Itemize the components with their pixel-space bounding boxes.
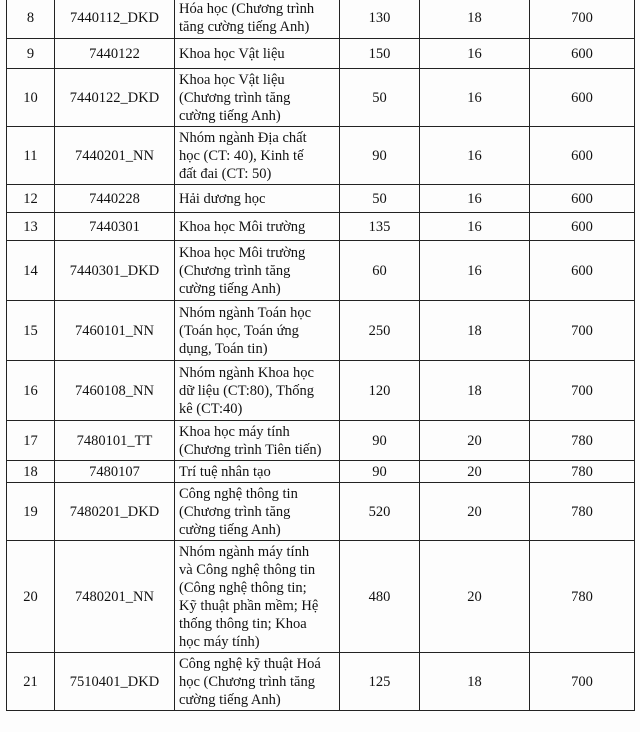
program-name xyxy=(175,361,340,421)
row-number: 13 xyxy=(7,213,55,241)
program-code: 7440201_NN xyxy=(55,127,175,185)
program-name-line: Nhóm ngành máy tính xyxy=(179,543,310,560)
table-row xyxy=(7,421,635,461)
row-number: 20 xyxy=(7,541,55,653)
table-row xyxy=(7,541,635,653)
program-code: 7510401_DKD xyxy=(55,653,175,711)
program-name-line: Hải dương học xyxy=(179,190,266,207)
fee-value: 600 xyxy=(530,185,635,213)
program-name-line: (Chương trình tăng xyxy=(179,262,291,279)
score-value: 16 xyxy=(420,241,530,301)
score-value: 20 xyxy=(420,421,530,461)
program-code: 7480107 xyxy=(55,461,175,483)
program-name xyxy=(175,69,340,127)
table-row xyxy=(7,653,635,711)
score-value: 18 xyxy=(420,301,530,361)
fee-value: 700 xyxy=(530,301,635,361)
program-name xyxy=(175,421,340,461)
program-name-line: cường tiếng Anh) xyxy=(179,691,281,708)
program-name-line: cường tiếng Anh) xyxy=(179,280,281,297)
program-name-line: Hóa học (Chương trình xyxy=(179,0,315,17)
program-name xyxy=(175,483,340,541)
row-number: 15 xyxy=(7,301,55,361)
table-row xyxy=(7,69,635,127)
program-name-line: (Chương trình Tiên tiến) xyxy=(179,441,322,458)
score-value: 18 xyxy=(420,0,530,39)
program-code: 7460101_NN xyxy=(55,301,175,361)
program-name-line: học (CT: 40), Kinh tế xyxy=(179,147,304,164)
program-name-line: Khoa học máy tính xyxy=(179,423,290,440)
program-code: 7480201_DKD xyxy=(55,483,175,541)
program-name-line: dụng, Toán tin) xyxy=(179,340,268,357)
table-row xyxy=(7,361,635,421)
program-name xyxy=(175,653,340,711)
program-name-line: kê (CT:40) xyxy=(179,400,243,417)
program-name xyxy=(175,0,340,39)
program-name-line: thống thông tin; Khoa xyxy=(179,615,307,632)
program-name-line: Khoa học Môi trường xyxy=(179,218,306,235)
table-row xyxy=(7,301,635,361)
row-number: 19 xyxy=(7,483,55,541)
fee-value: 780 xyxy=(530,541,635,653)
fee-value: 780 xyxy=(530,461,635,483)
program-name-line: đất đai (CT: 50) xyxy=(179,165,272,182)
score-value: 16 xyxy=(420,213,530,241)
quota-value: 150 xyxy=(340,39,420,69)
score-value: 20 xyxy=(420,461,530,483)
program-name-line: Khoa học Vật liệu xyxy=(179,45,285,62)
fee-value: 600 xyxy=(530,213,635,241)
quota-value: 50 xyxy=(340,69,420,127)
program-code: 7440228 xyxy=(55,185,175,213)
program-name-line: Công nghệ thông tin xyxy=(179,485,298,502)
table-row xyxy=(7,39,635,69)
program-code: 7440122_DKD xyxy=(55,69,175,127)
quota-value: 480 xyxy=(340,541,420,653)
table-row xyxy=(7,213,635,241)
quota-value: 90 xyxy=(340,127,420,185)
quota-value: 50 xyxy=(340,185,420,213)
program-name-line: Nhóm ngành Địa chất xyxy=(179,129,307,146)
score-value: 16 xyxy=(420,127,530,185)
score-value: 20 xyxy=(420,483,530,541)
fee-value: 600 xyxy=(530,127,635,185)
program-code: 7440122 xyxy=(55,39,175,69)
program-name xyxy=(175,541,340,653)
fee-value: 700 xyxy=(530,653,635,711)
program-name-line: Trí tuệ nhân tạo xyxy=(179,463,271,480)
program-name-line: Nhóm ngành Toán học xyxy=(179,304,312,321)
fee-value: 780 xyxy=(530,421,635,461)
program-name xyxy=(175,185,340,213)
quota-value: 130 xyxy=(340,0,420,39)
program-code: 7440301 xyxy=(55,213,175,241)
program-name-line: cường tiếng Anh) xyxy=(179,107,281,124)
quota-value: 90 xyxy=(340,421,420,461)
program-name xyxy=(175,127,340,185)
program-code: 7440301_DKD xyxy=(55,241,175,301)
fee-value: 700 xyxy=(530,361,635,421)
quota-value: 125 xyxy=(340,653,420,711)
fee-value: 600 xyxy=(530,39,635,69)
admissions-table xyxy=(6,0,635,711)
program-name xyxy=(175,213,340,241)
fee-value: 780 xyxy=(530,483,635,541)
score-value: 16 xyxy=(420,69,530,127)
score-value: 16 xyxy=(420,39,530,69)
table-row xyxy=(7,0,635,39)
row-number: 11 xyxy=(7,127,55,185)
program-name-line: (Toán học, Toán ứng xyxy=(179,322,299,339)
row-number: 9 xyxy=(7,39,55,69)
row-number: 21 xyxy=(7,653,55,711)
program-name-line: Nhóm ngành Khoa học xyxy=(179,364,314,381)
program-name-line: học (Chương trình tăng xyxy=(179,673,315,690)
quota-value: 90 xyxy=(340,461,420,483)
program-code: 7440112_DKD xyxy=(55,0,175,39)
program-name-line: Công nghệ kỹ thuật Hoá xyxy=(179,655,321,672)
program-name-line: dữ liệu (CT:80), Thống xyxy=(179,382,314,399)
program-name-line: học máy tính) xyxy=(179,633,260,650)
program-name-line: (Chương trình tăng xyxy=(179,89,291,106)
row-number: 10 xyxy=(7,69,55,127)
table-row xyxy=(7,127,635,185)
quota-value: 120 xyxy=(340,361,420,421)
quota-value: 250 xyxy=(340,301,420,361)
score-value: 20 xyxy=(420,541,530,653)
program-code: 7480101_TT xyxy=(55,421,175,461)
program-name-line: (Chương trình tăng xyxy=(179,503,291,520)
program-name xyxy=(175,241,340,301)
table-body xyxy=(7,0,635,711)
row-number: 12 xyxy=(7,185,55,213)
program-name-line: Khoa học Vật liệu xyxy=(179,71,285,88)
table-row xyxy=(7,483,635,541)
row-number: 17 xyxy=(7,421,55,461)
score-value: 16 xyxy=(420,185,530,213)
quota-value: 520 xyxy=(340,483,420,541)
row-number: 14 xyxy=(7,241,55,301)
row-number: 8 xyxy=(7,0,55,39)
score-value: 18 xyxy=(420,653,530,711)
row-number: 16 xyxy=(7,361,55,421)
program-code: 7460108_NN xyxy=(55,361,175,421)
program-name-line: cường tiếng Anh) xyxy=(179,521,281,538)
program-name-line: (Công nghệ thông tin; xyxy=(179,579,307,596)
table-row xyxy=(7,185,635,213)
quota-value: 135 xyxy=(340,213,420,241)
program-name-line: tăng cường tiếng Anh) xyxy=(179,18,310,35)
program-name xyxy=(175,301,340,361)
program-name-line: Kỹ thuật phần mềm; Hệ xyxy=(179,597,319,614)
row-number: 18 xyxy=(7,461,55,483)
program-name-line: Khoa học Môi trường xyxy=(179,244,306,261)
fee-value: 600 xyxy=(530,241,635,301)
program-code: 7480201_NN xyxy=(55,541,175,653)
program-name xyxy=(175,39,340,69)
quota-value: 60 xyxy=(340,241,420,301)
table-row xyxy=(7,461,635,483)
score-value: 18 xyxy=(420,361,530,421)
fee-value: 700 xyxy=(530,0,635,39)
program-name xyxy=(175,461,340,483)
table-row xyxy=(7,241,635,301)
fee-value: 600 xyxy=(530,69,635,127)
program-name-line: và Công nghệ thông tin xyxy=(179,561,316,578)
